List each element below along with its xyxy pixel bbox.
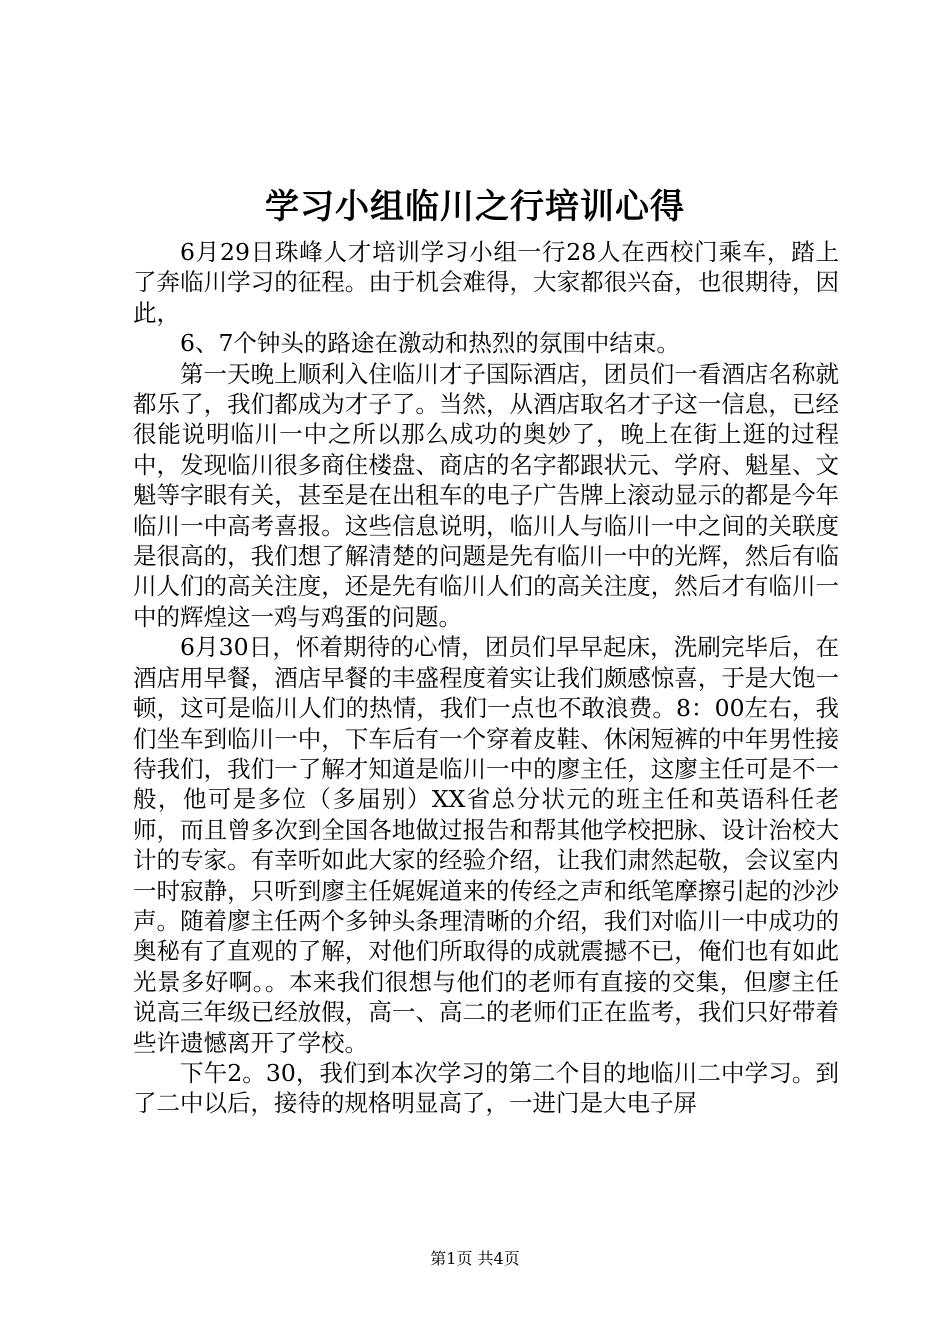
- page-footer: 第1页 共4页: [430, 1249, 520, 1268]
- document-body: [133, 237, 839, 1119]
- paragraph: 6月29日珠峰人才培训学习小组一行28人在西校门乘车，踏上了奔临川学习的征程。由于机会难得，大家都很兴奋，也很期待，因此，: [133, 238, 839, 327]
- paragraph: 第一天晚上顺利入住临川才子国际酒店，团员们一看酒店名称就都乐了，我们都成为才子了。当然，从酒店取名才子这一信息，已经很能说明临川一中之所以那么成功的奥妙了，晚上在街上逛的过程中，发现临川很多商住楼盘、商店的名字都跟状元、学府、魁星、文魁等字眼有关，甚至是在出租车的电子广告牌上滚动显示的都是今年临川一中高考喜报。这些信息说明，临川人与临川一中之间的关联度是很高的，我们想了解清楚的问题是先有临川一中的光辉，然后有临川人们的高关注度，还是先有临川人们的高关注度，然后才有临川一中的辉煌这一鸡与鸡蛋的问题。: [133, 359, 839, 631]
- paragraph: 下午2。30，我们到本次学习的第二个目的地临川二中学习。到了二中以后，接待的规格明显高了，一进门是大电子屏: [133, 1058, 839, 1118]
- document-title: 学习小组临川之行培训心得: [265, 187, 685, 227]
- paragraph: 6月30日，怀着期待的心情，团员们早早起床，洗刷完毕后，在酒店用早餐，酒店早餐的丰盛程度着实让我们颇感惊喜，于是大饱一顿，这可是临川人们的热情，我们一点也不敢浪费。8：00左右，我们坐车到临川一中，下车后有一个穿着皮鞋、休闲短裤的中年男性接待我们，我们一了解才知道是临川一中的廖主任，这廖主任可是不一般，他可是多位（多届别）XX省总分状元的班主任和英语科任老师，而且曾多次到全国各地做过报告和帮其他学校把脉、设计治校大计的专家。有幸听如此大家的经验介绍，让我们肃然起敬，会议室内一时寂静，只听到廖主任娓娓道来的传经之声和纸笔摩擦引起的沙沙声。随着廖主任两个多钟头条理清晰的介绍，我们对临川一中成功的奥秘有了直观的了解，对他们所取得的成就震撼不已，俺们也有如此光景多好啊。。本来我们很想与他们的老师有直接的交集，但廖主任说高三年级已经放假，高一、高二的老师们正在监考，我们只好带着些许遗憾离开了学校。: [133, 633, 839, 1057]
- paragraph: 6、7个钟头的路途在激动和热烈的氛围中结束。: [180, 329, 680, 358]
